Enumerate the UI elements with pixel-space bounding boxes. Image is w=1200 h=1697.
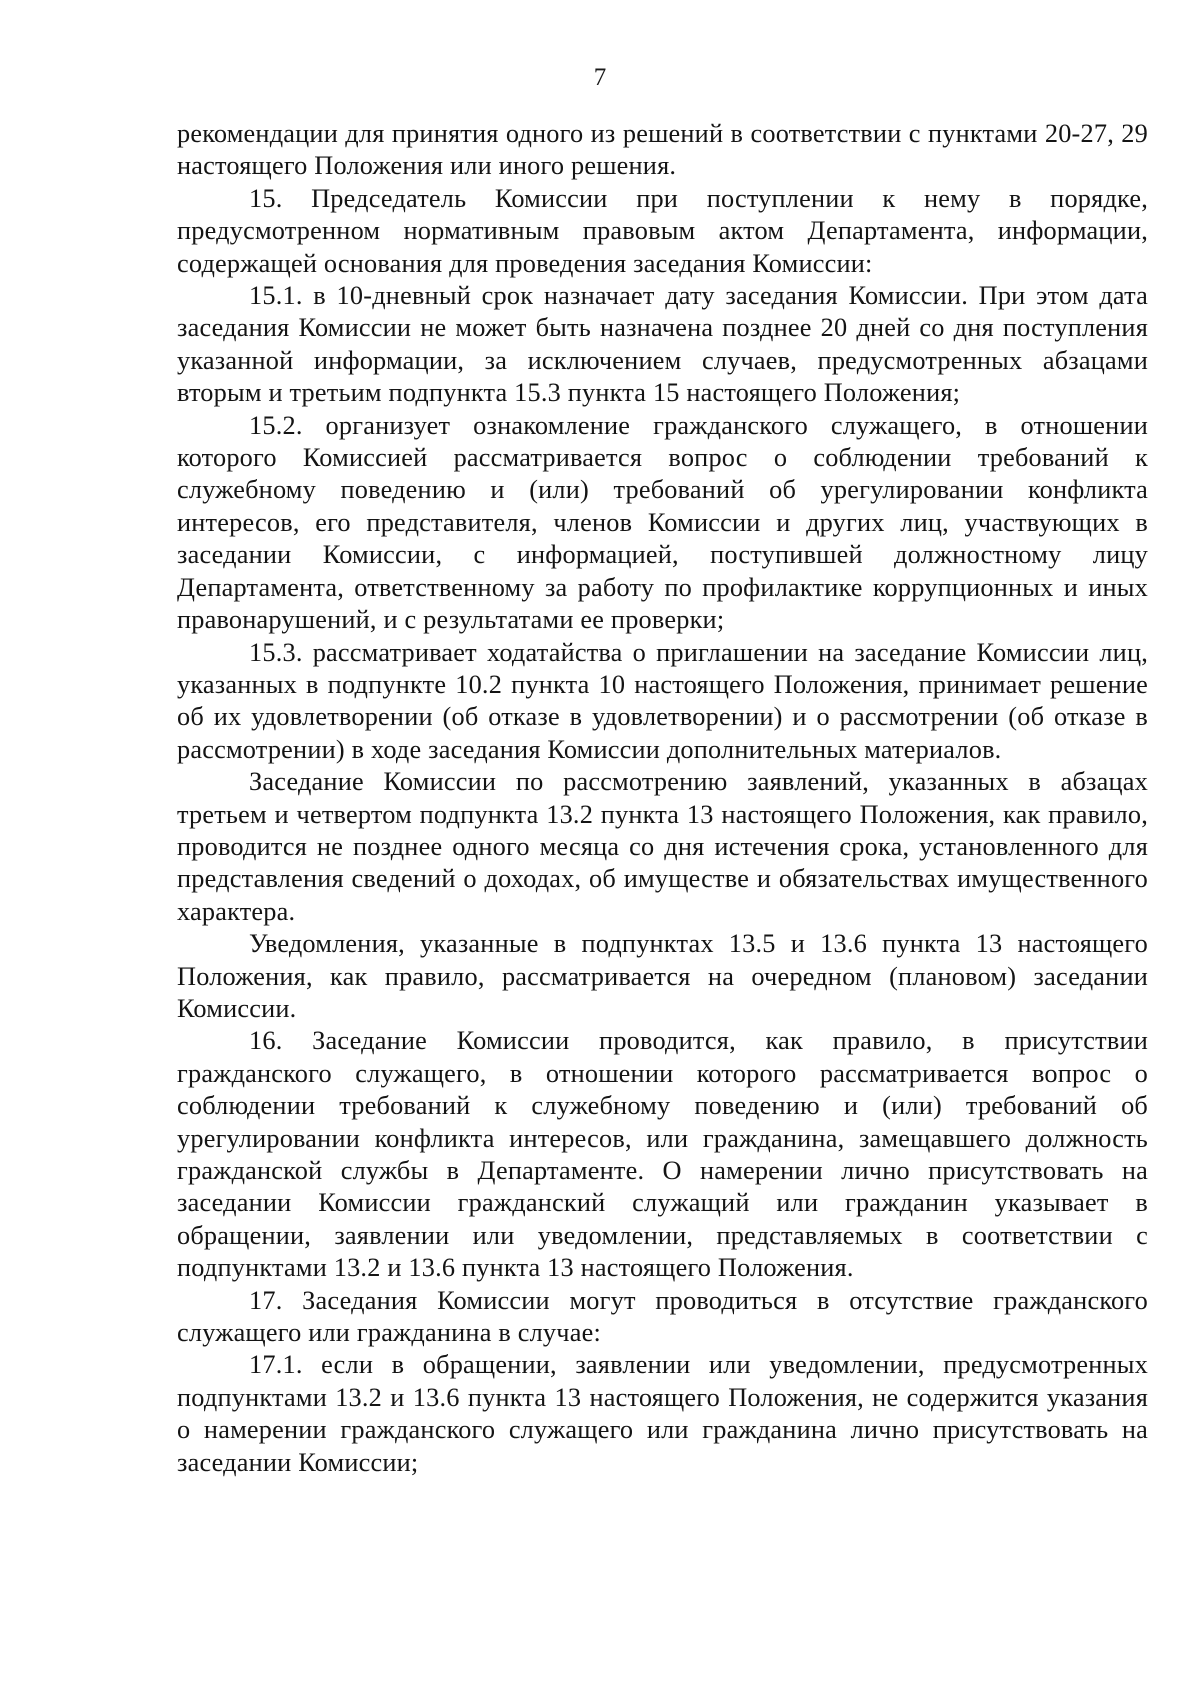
paragraph-clause-15-3: 15.3. рассматривает ходатайства о приглашении на заседание Комиссии лиц, указанных в подпункте 10.2 пункта 10 настоящего Положения, принимает решение об их удовлетворении (об отказе в удовлетворении) и о рассмотрении (об отказе в рассмотрении) в ходе заседания Комиссии дополнительных материалов. — [177, 637, 1148, 764]
paragraph-clause-15: 15. Председатель Комиссии при поступлении к нему в порядке, предусмотренном нормативным правовым актом Департамента, информации, содержащей основания для проведения заседания Комиссии: — [177, 183, 1148, 278]
paragraph-notifications: Уведомления, указанные в подпунктах 13.5 и 13.6 пункта 13 настоящего Положения, как правило, рассматривается на очередном (плановом) заседании Комиссии. — [177, 929, 1148, 1023]
paragraph-clause-17-1: 17.1. если в обращении, заявлении или уведомлении, предусмотренных подпунктами 13.2 и 13.6 пункта 13 настоящего Положения, не содержится указания о намерении гражданского служащего или гражданина лично присутствовать на заседании Комиссии; — [177, 1350, 1148, 1477]
paragraph-meeting-applications: Заседание Комиссии по рассмотрению заявлений, указанных в абзацах третьем и четвертом подпункта 13.2 пункта 13 настоящего Положения, как правило, проводится не позднее одного месяца со дня истечения срока, установленного для представления сведений о доходах, об имуществе и обязательствах имущественного характера. — [177, 767, 1148, 926]
paragraph-clause-17: 17. Заседания Комиссии могут проводиться в отсутствие гражданского служащего или гражданина в случае: — [177, 1285, 1148, 1348]
page-number: 7 — [593, 64, 607, 91]
paragraph-continuation: рекомендации для принятия одного из решений в соответствии с пунктами 20-27, 29 настоящего Положения или иного решения. — [177, 119, 1148, 181]
document-body — [177, 118, 1148, 1479]
paragraph-clause-15-1: 15.1. в 10-дневный срок назначает дату заседания Комиссии. При этом дата заседания Комиссии не может быть назначена позднее 20 дней со дня поступления указанной информации, за исключением случаев, предусмотренных абзацами вторым и третьим подпункта 15.3 пункта 15 настоящего Положения; — [177, 281, 1148, 408]
paragraph-clause-15-2: 15.2. организует ознакомление гражданского служащего, в отношении которого Комиссией рассматривается вопрос о соблюдении требований к служебному поведению и (или) требований об урегулировании конфликта интересов, его представителя, членов Комиссии и других лиц, участвующих в заседании Комиссии, с информацией, поступившей должностному лицу Департамента, ответственному за работу по профилактике коррупционных и иных правонарушений, и с результатами ее проверки; — [177, 410, 1148, 635]
paragraph-clause-16: 16. Заседание Комиссии проводится, как правило, в присутствии гражданского служащего, в отношении которого рассматривается вопрос о соблюдении требований к служебному поведению и (или) требований об урегулировании конфликта интересов, или гражданина, замещавшего должность гражданской службы в Департаменте. О намерении лично присутствовать на заседании Комиссии гражданский служащий или гражданин указывает в обращении, заявлении или уведомлении, представляемых в соответствии с подпунктами 13.2 и 13.6 пункта 13 настоящего Положения. — [177, 1026, 1148, 1283]
